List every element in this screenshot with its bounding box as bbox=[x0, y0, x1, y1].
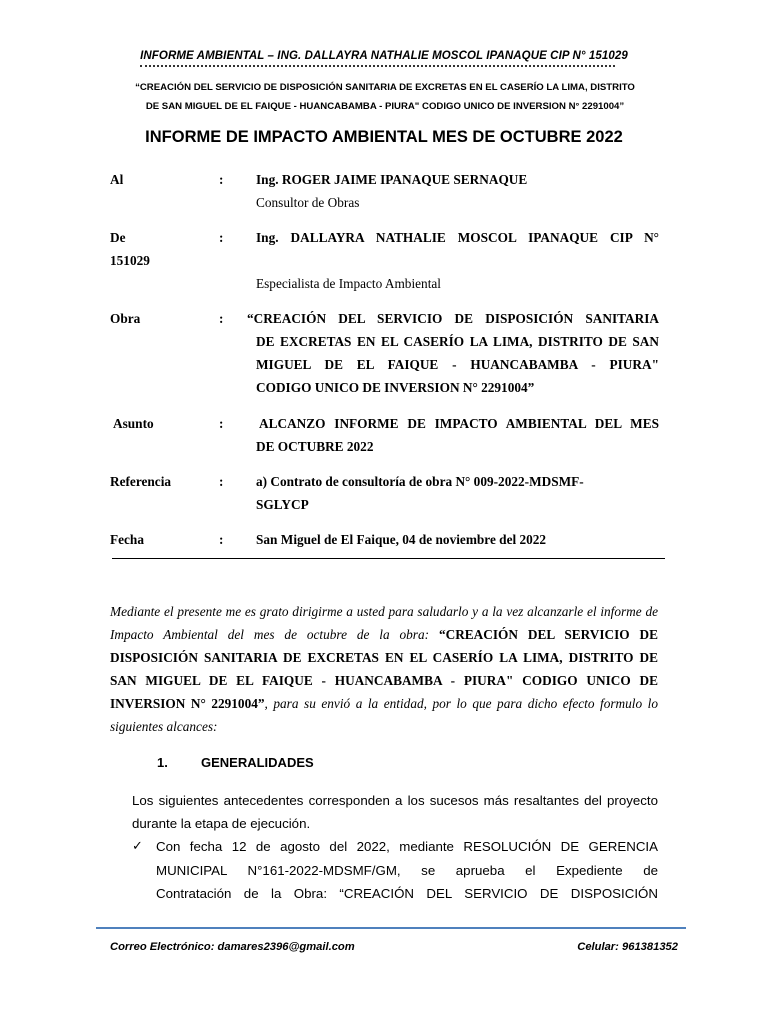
footer-divider bbox=[96, 927, 686, 929]
field-colon: : bbox=[219, 474, 224, 489]
header-subtitle-line: “CREACIÓN DEL SERVICIO DE DISPOSICIÓN SANITARIA DE EXCRETAS EN EL CASERÍO LA LIMA, DISTRITO bbox=[135, 82, 635, 93]
document-title: INFORME DE IMPACTO AMBIENTAL MES DE OCTUBRE 2022 bbox=[145, 128, 623, 146]
field-value-referencia-line: SGLYCP bbox=[256, 497, 309, 512]
field-label-referencia: Referencia bbox=[110, 474, 172, 489]
field-label-obra: Obra bbox=[110, 311, 141, 326]
bullet-line: Con fecha 12 de agosto del 2022, mediante RESOLUCIÓN DE GERENCIA bbox=[156, 839, 658, 854]
footer-email: Correo Electrónico: damares2396@gmail.com bbox=[110, 941, 355, 953]
field-value-obra-line: DE EXCRETAS EN EL CASERÍO LA LIMA, DISTRITO DE SAN bbox=[256, 334, 659, 349]
field-value-asunto-line: DE OCTUBRE 2022 bbox=[256, 439, 374, 454]
header-fields-divider bbox=[112, 558, 665, 559]
field-role-de: Especialista de Impacto Ambiental bbox=[256, 276, 441, 291]
field-colon: : bbox=[219, 311, 224, 326]
field-value-de-continuation: 151029 bbox=[110, 253, 150, 268]
field-colon: : bbox=[219, 532, 224, 547]
section-paragraph: Los siguientes antecedentes corresponden a los sucesos más resaltantes del proyecto durante la etapa de ejecución. bbox=[132, 793, 658, 831]
field-label-al: Al bbox=[110, 172, 124, 187]
bullet-line: MUNICIPAL N°161-2022-MDSMF/GM, se aprueba el Expediente de bbox=[156, 862, 658, 878]
footer-phone: Celular: 961381352 bbox=[577, 941, 678, 953]
field-colon: : bbox=[219, 230, 224, 245]
header-dotted-divider bbox=[140, 61, 615, 67]
header-subtitle bbox=[100, 78, 670, 116]
section-title: GENERALIDADES bbox=[201, 755, 314, 770]
intro-project-name: “CREACIÓN DEL SERVICIO DE DISPOSICIÓN SANITARIA DE EXCRETAS EN EL CASERÍO LA LIMA, DISTRITO DE SAN MIGUEL DE EL FAIQUE - HUANCABAMBA - PIURA" CODIGO UNICO DE INVERSION N° 2291004” bbox=[110, 627, 658, 711]
field-label-fecha: Fecha bbox=[110, 532, 144, 547]
header-title: INFORME AMBIENTAL – ING. DALLAYRA NATHALIE MOSCOL IPANAQUE CIP N° 151029 bbox=[140, 50, 628, 62]
check-icon: ✓ bbox=[132, 839, 143, 854]
field-value-de: Ing. DALLAYRA NATHALIE MOSCOL IPANAQUE CIP N° bbox=[256, 230, 659, 245]
field-label-asunto: Asunto bbox=[113, 416, 154, 431]
field-value-fecha: San Miguel de El Faique, 04 de noviembre del 2022 bbox=[256, 532, 547, 547]
field-label-de: De bbox=[110, 230, 126, 245]
field-value-obra-line: “CREACIÓN DEL SERVICIO DE DISPOSICIÓN SANITARIA bbox=[247, 311, 659, 326]
field-value-obra-line: CODIGO UNICO DE INVERSION N° 2291004” bbox=[256, 380, 535, 395]
section-number: 1. bbox=[157, 755, 168, 770]
field-value-obra-line: MIGUEL DE EL FAIQUE - HUANCABAMBA - PIURA" bbox=[256, 357, 659, 372]
field-value-asunto-line: ALCANZO INFORME DE IMPACTO AMBIENTAL DEL MES bbox=[259, 416, 659, 431]
field-value-referencia-line: a) Contrato de consultoría de obra N° 009-2022-MDSMF- bbox=[256, 474, 584, 489]
bullet-item bbox=[156, 835, 658, 906]
intro-text: , para su envió a la entidad, por lo que para dicho efecto formulo lo siguientes alcances: bbox=[110, 696, 659, 734]
intro-paragraph bbox=[110, 600, 658, 738]
header-subtitle-line: DE SAN MIGUEL DE EL FAIQUE - HUANCABAMBA - PIURA" CODIGO UNICO DE INVERSION N° 2291004” bbox=[145, 101, 625, 112]
field-value-al: Ing. ROGER JAIME IPANAQUE SERNAQUE bbox=[256, 172, 528, 187]
field-role-al: Consultor de Obras bbox=[256, 195, 360, 210]
bullet-line: Contratación de la Obra: “CREACIÓN DEL SERVICIO DE DISPOSICIÓN bbox=[156, 886, 658, 901]
field-colon: : bbox=[219, 416, 224, 431]
field-colon: : bbox=[219, 172, 224, 187]
intro-text: Mediante el presente me es grato dirigirme a usted para saludarlo y a la vez alcanzarle el informe de Impacto Ambiental del mes de octubre de la obra: bbox=[110, 604, 658, 642]
